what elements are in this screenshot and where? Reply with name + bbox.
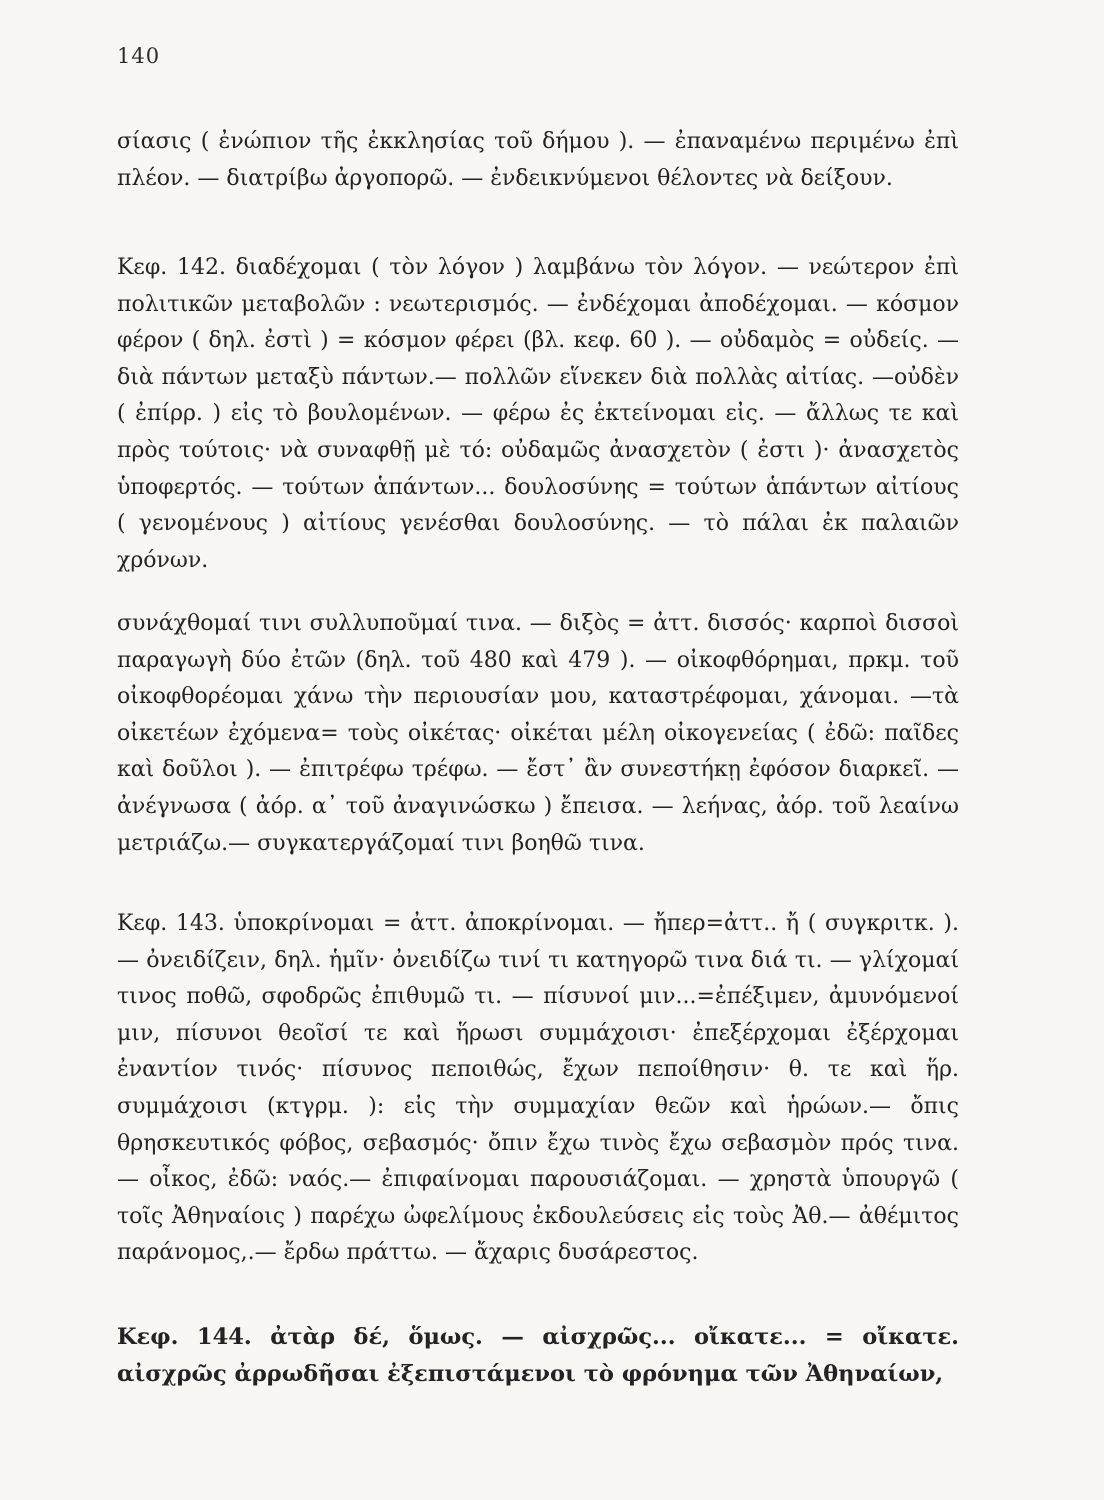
paragraph-chapter-143: Κεφ. 143. ὑποκρίνομαι = ἀττ. ἀποκρίνομαι. — ἤπερ=ἀττ.. ἤ ( συγκριτκ. ). — ὀνειδίζειν, δηλ. ἡμῖν· ὀνειδίζω τινί τι κατηγορῶ τινα διά τι. — γλίχομαί τινος ποθῶ, σφοδρῶς ἐπιθυμῶ τι. — πίσυνοί μιν...=ἐπέξιμεν, ἀμυνόμενοί μιν, πίσυνοι θεοῖσί τε καὶ ἥρωσι συμμάχοισι· ἐπεξέρχομαι ἐξέρχομαι ἐναντίον τινός· πίσυνος πεποιθώς, ἔχων πεποίθησιν· θ. τε καὶ ἥρ. συμμάχοισι (κτγρμ. ): εἰς τὴν συμμαχίαν θεῶν καὶ ἡρώων.— ὄπις θρησκευτικός φόβος, σεβασμός· ὄπιν ἔχω τινὸς ἔχω σεβασμὸν πρός τινα.— οἶκος, ἐδῶ: ναός.— ἐπιφαίνομαι παρουσιάζομαι. — χρηστὰ ὑπουργῶ ( τοῖς Ἀθηναίοις ) παρέχω ὠφελίμους ἐκδουλεύσεις εἰς τοὺς Ἀθ.— ἀθέμιτος παράνομος,.— ἔρδω πράττω. — ἄχαρις δυσάρεστος. [117,911,959,1266]
paragraph-continuation: σίασις ( ἐνώπιον τῆς ἐκκλησίας τοῦ δήμου ). — ἐπαναμένω περιμένω ἐπὶ πλέον. — διατρίβω ἀργοπορῶ. — ἐνδεικνύμενοι θέλοντες νὰ δείξουν. [117,129,959,191]
page-number: 140 [117,44,161,68]
paragraph-chapter-144: Κεφ. 144. ἀτὰρ δέ, ὅμως. — αἰσχρῶς... οἴκατε... = οἴκατε. αἰσχρῶς ἀρρωδῆσαι ἐξεπιστάμενοι τὸ φρόνημα τῶν Ἀθηναίων, [117,1324,959,1387]
paragraph-chapter-142: Κεφ. 142. διαδέχομαι ( τὸν λόγον ) λαμβάνω τὸν λόγον. — νεώτερον ἐπὶ πολιτικῶν μεταβολῶν : νεωτερισμός. — ἐνδέχομαι ἀποδέχομαι. — κόσμον φέρον ( δηλ. ἐστὶ ) = κόσμον φέρει (βλ. κεφ. 60 ). — οὐδαμὸς = οὐδείς. — διὰ πάντων μεταξὺ πάντων.— πολλῶν εἵνεκεν διὰ πολλὰς αἰτίας. —οὐδὲν ( ἐπίρρ. ) εἰς τὸ βουλομένων. — φέρω ἐς ἐκτείνομαι εἰς. — ἄλλως τε καὶ πρὸς τούτοις· νὰ συναφθῇ μὲ τό: οὐδαμῶς ἀνασχετὸν ( ἐστι )· ἀνασχετὸς ὑποφερτός. — τούτων ἁπάντων... δουλοσύνης = τούτων ἁπάντων αἰτίους ( γενομένους ) αἰτίους γενέσθαι δουλοσύνης. — τὸ πάλαι ἐκ παλαιῶν χρόνων. [117,255,959,573]
paragraph-chapter-142-cont: συνάχθομαί τινι συλλυποῦμαί τινα. — διξὸς = ἀττ. δισσός· καρποὶ δισσοὶ παραγωγὴ δύο ἐτῶν (δηλ. τοῦ 480 καὶ 479 ). — οἰκοφθόρημαι, πρκμ. τοῦ οἰκοφθορέομαι χάνω τὴν περιουσίαν μου, καταστρέφομαι, χάνομαι. —τὰ οἰκετέων ἐχόμενα= τοὺς οἰκέτας· οἰκέται μέλη οἰκογενείας ( ἐδῶ: παῖδες καὶ δοῦλοι ). — ἐπιτρέφω τρέφω. — ἔστ᾽ ἂν συνεστήκῃ ἐφόσον διαρκεῖ. — ἀνέγνωσα ( ἀόρ. α᾽ τοῦ ἀναγινώσκω ) ἔπεισα. — λεήνας, ἀόρ. τοῦ λεαίνω μετριάζω.— συγκατεργάζομαί τινι βοηθῶ τινα. [117,611,959,856]
